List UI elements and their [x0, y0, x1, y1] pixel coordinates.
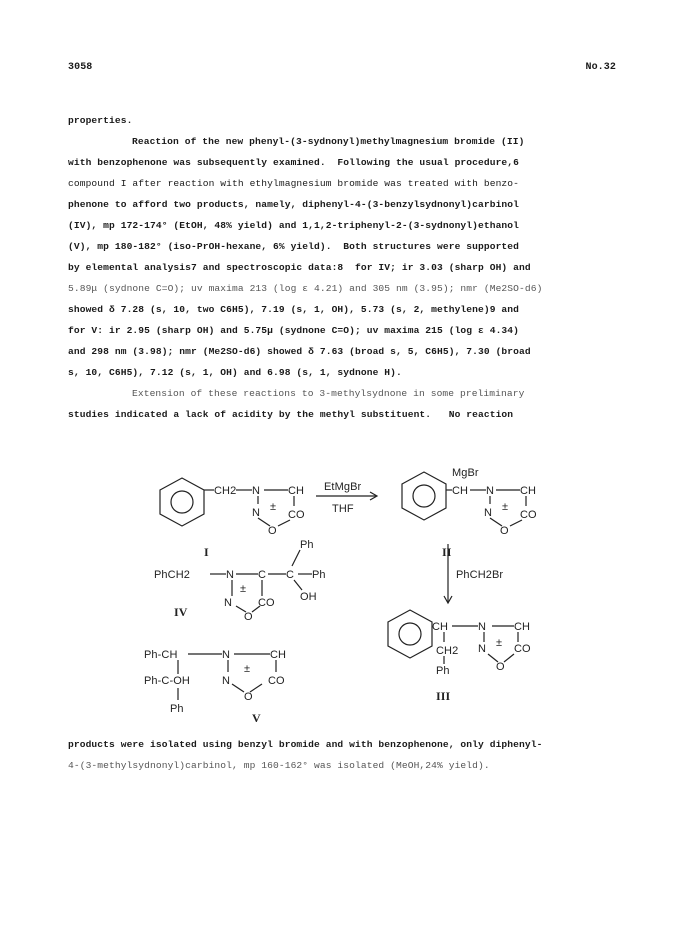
text-line: phenone to afford two products, namely, diphenyl-4-(3-benzylsydnonyl)carbinol: [68, 199, 520, 210]
text-line: 5.89μ (sydnone C=O); uv maxima 213 (log ε 4.21) and 305 nm (3.95); nmr (Me2SO-d6): [68, 283, 543, 294]
atom-n: N: [222, 675, 231, 687]
compound-label: I: [204, 545, 209, 559]
atom-n: N: [486, 485, 495, 497]
compound-label: III: [436, 689, 451, 703]
reaction-scheme: [140, 466, 570, 726]
benzene-ring: [402, 472, 446, 520]
atom-ch: CH: [452, 485, 469, 497]
atom-co: CO: [520, 509, 537, 521]
reagent-bottom: THF: [332, 503, 354, 515]
atom-ch2: CH2: [214, 485, 237, 497]
atom-co: CO: [258, 597, 275, 609]
atom-phch2: PhCH2: [154, 569, 190, 581]
text-line: 4-(3-methylsydnonyl)carbinol, mp 160-162° was isolated (MeOH,24% yield).: [68, 760, 490, 771]
atom-n: N: [252, 485, 261, 497]
text-line: s, 10, C6H5), 7.12 (s, 1, OH) and 6.98 (s, 1, sydnone H).: [68, 367, 402, 378]
compound-label: II: [442, 545, 452, 559]
atom-ph-ch: Ph-CH: [144, 649, 178, 661]
atom-ch: CH: [432, 621, 449, 633]
atom-ph: Ph: [170, 703, 184, 715]
aromatic-circle: [171, 491, 193, 513]
text-line: properties.: [68, 115, 133, 126]
atom-n: N: [478, 643, 487, 655]
charge-sign: ±: [496, 637, 503, 649]
atom-o: O: [496, 661, 505, 673]
charge-sign: ±: [502, 501, 509, 513]
atom-ch: CH: [514, 621, 531, 633]
atom-ph: Ph: [436, 665, 450, 677]
atom-n: N: [252, 507, 261, 519]
text-line: studies indicated a lack of acidity by the methyl substituent. No reaction: [68, 409, 514, 420]
text-line: with benzophenone was subsequently examined. Following the usual procedure,6: [68, 157, 520, 168]
atom-o: O: [500, 525, 509, 537]
atom-n: N: [226, 569, 235, 581]
atom-n: N: [222, 649, 231, 661]
atom-ph: Ph: [312, 569, 326, 581]
aromatic-circle: [399, 623, 421, 645]
atom-o: O: [244, 611, 253, 623]
compound-label: V: [252, 711, 261, 725]
reagent-benzyl-bromide: PhCH2Br: [456, 569, 504, 581]
body-text: [68, 110, 623, 425]
atom-ch: CH: [288, 485, 305, 497]
atom-c: C: [258, 569, 267, 581]
aromatic-circle: [413, 485, 435, 507]
atom-ch: CH: [270, 649, 287, 661]
text-line: showed δ 7.28 (s, 10, two C6H5), 7.19 (s, 1, OH), 5.73 (s, 2, methylene)9 and: [68, 304, 520, 315]
reagent-top: EtMgBr: [324, 481, 362, 493]
atom-co: CO: [268, 675, 285, 687]
atom-ph: Ph: [300, 539, 314, 551]
atom-ch2: CH2: [436, 645, 459, 657]
issue-number: No.32: [585, 62, 616, 73]
atom-ch: CH: [520, 485, 537, 497]
charge-sign: ±: [244, 663, 251, 675]
bottom-text: [68, 734, 628, 776]
atom-oh: OH: [300, 591, 317, 603]
reaction-scheme-drawing: [140, 466, 570, 726]
text-line: for V: ir 2.95 (sharp OH) and 5.75μ (sydnone C=O); uv maxima 215 (log ε 4.34): [68, 325, 520, 336]
atom-n: N: [484, 507, 493, 519]
text-line: (IV), mp 172-174° (EtOH, 48% yield) and 1,1,2-triphenyl-2-(3-sydnonyl)ethanol: [68, 220, 520, 231]
text-line: compound I after reaction with ethylmagnesium bromide was treated with benzo-: [68, 178, 520, 189]
text-line: by elemental analysis7 and spectroscopic data:8 for IV; ir 3.03 (sharp OH) and: [68, 262, 531, 273]
text-line: products were isolated using benzyl bromide and with benzophenone, only diphenyl-: [68, 739, 543, 750]
benzene-ring: [160, 478, 204, 526]
atom-n: N: [224, 597, 233, 609]
charge-sign: ±: [270, 501, 277, 513]
benzene-ring: [388, 610, 432, 658]
atom-c: C: [286, 569, 295, 581]
page-number: 3058: [68, 62, 93, 73]
text-line: and 298 nm (3.98); nmr (Me2SO-d6) showed δ 7.63 (broad s, 5, C6H5), 7.30 (broad: [68, 346, 531, 357]
atom-co: CO: [514, 643, 531, 655]
compound-label: IV: [174, 605, 188, 619]
text-line: (V), mp 180-182° (iso-PrOH-hexane, 6% yield). Both structures were supported: [68, 241, 520, 252]
atom-o: O: [268, 525, 277, 537]
atom-n: N: [478, 621, 487, 633]
text-line: Reaction of the new phenyl-(3-sydnonyl)methylmagnesium bromide (II): [132, 136, 525, 147]
text-line: Extension of these reactions to 3-methylsydnone in some preliminary: [132, 388, 525, 399]
charge-sign: ±: [240, 583, 247, 595]
atom-ph-c-oh: Ph-C-OH: [144, 675, 190, 687]
atom-o: O: [244, 691, 253, 703]
atom-co: CO: [288, 509, 305, 521]
atom-mgbr: MgBr: [452, 467, 479, 479]
